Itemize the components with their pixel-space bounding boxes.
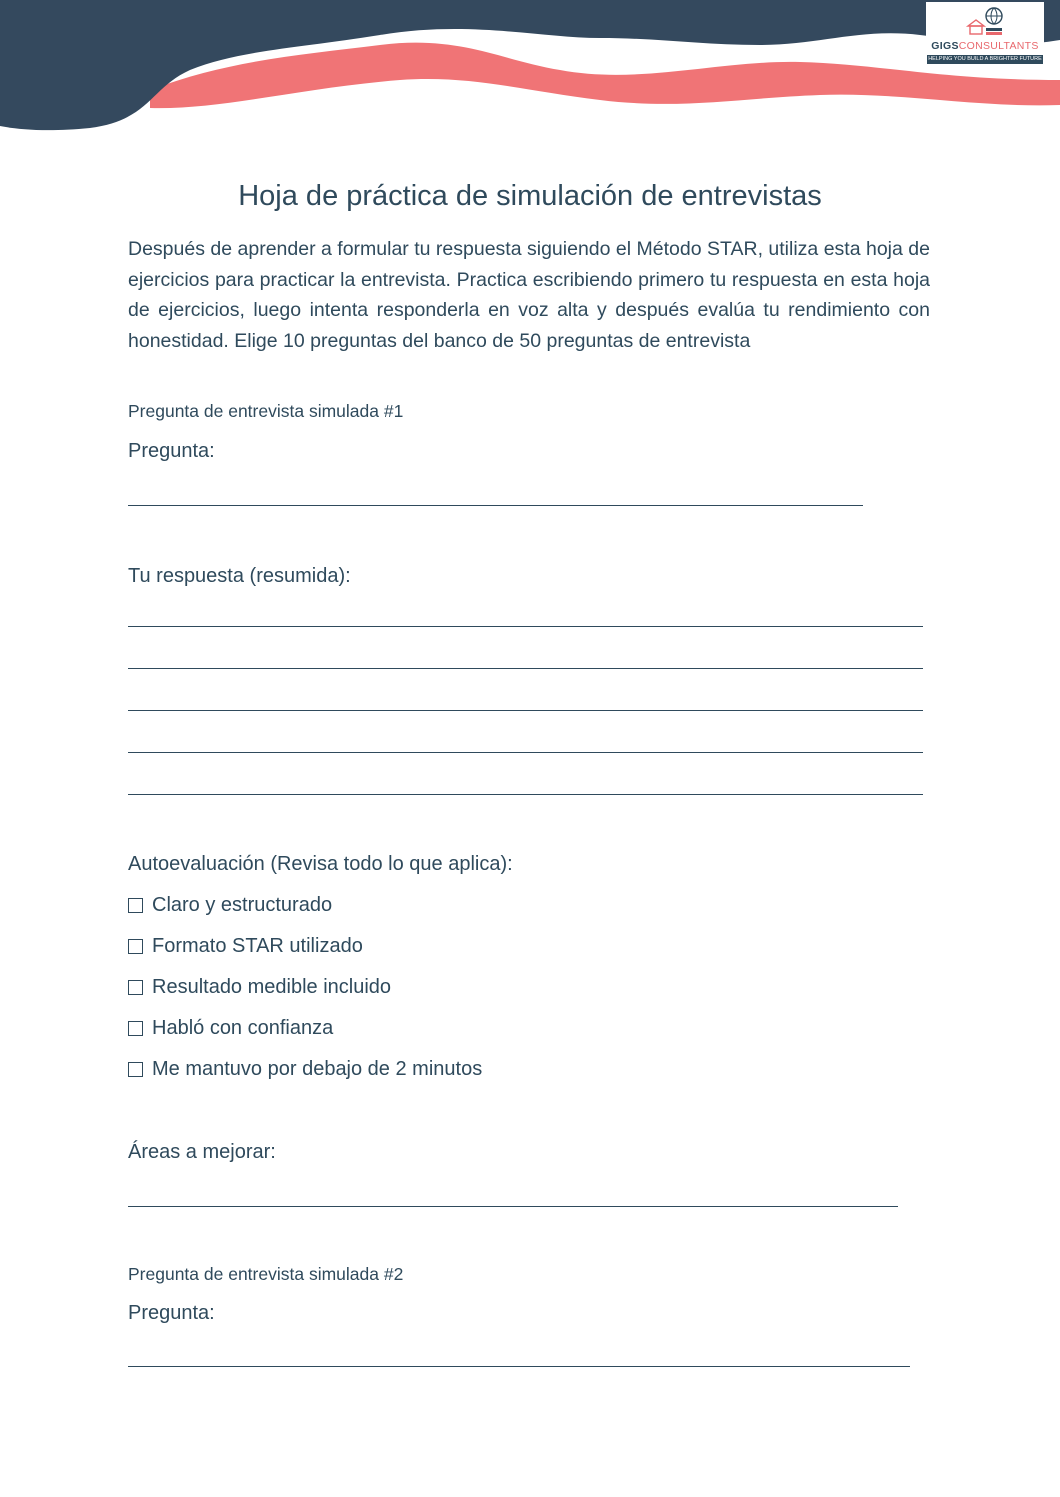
answer-1-line-5[interactable] — [128, 794, 923, 795]
answer-1-line-1[interactable] — [128, 626, 923, 627]
checklist-item-label: Formato STAR utilizado — [152, 935, 363, 957]
answer-1-line-3[interactable] — [128, 710, 923, 711]
logo-wordmark — [926, 40, 1044, 52]
answer-1-line-4[interactable] — [128, 752, 923, 753]
checklist-item[interactable] — [128, 935, 363, 958]
checklist-item[interactable] — [128, 894, 332, 917]
checklist-item-label: Resultado medible incluido — [152, 976, 392, 998]
company-logo — [926, 2, 1044, 64]
answer-1-label: Tu respuesta (resumida): — [128, 565, 351, 587]
question-2-label: Pregunta: — [128, 1302, 215, 1324]
intro-paragraph: Después de aprender a formular tu respuesta siguiendo el Método STAR, utiliza esta hoja de ejercicios para practicar la entrevista. Practica escribiendo primero tu respuesta en esta hoja de ejercicios, luego intenta responderla en voz alta y después evalúa tu rendimiento con honestidad. Elige 10 preguntas del banco de 50 preguntas de entrevista — [128, 238, 930, 353]
logo-name-part2: CONSULTANTS — [958, 40, 1039, 52]
checklist-item[interactable] — [128, 976, 391, 999]
checkbox[interactable] — [128, 1021, 143, 1036]
question-2-answer-line[interactable] — [128, 1366, 910, 1367]
improvement-areas-label: Áreas a mejorar: — [128, 1141, 276, 1163]
coral-wave — [150, 43, 1060, 108]
checklist-item[interactable] — [128, 1017, 333, 1040]
checklist-item-label: Habló con confianza — [152, 1017, 334, 1039]
self-evaluation-label: Autoevaluación (Revisa todo lo que aplica): — [128, 853, 513, 875]
answer-1-line-2[interactable] — [128, 668, 923, 669]
improvement-areas-line[interactable] — [128, 1206, 898, 1207]
logo-tagline: HELPING YOU BUILD A BRIGHTER FUTURE — [928, 56, 1042, 62]
logo-globe-icon — [964, 4, 1008, 38]
header-wave-decoration — [0, 0, 1060, 140]
logo-name-part1: GIGS — [931, 40, 959, 52]
checkbox[interactable] — [128, 898, 143, 913]
checklist-item[interactable] — [128, 1058, 482, 1081]
checkbox[interactable] — [128, 980, 143, 995]
question-1-answer-line[interactable] — [128, 505, 863, 506]
question-1-heading: Pregunta de entrevista simulada #1 — [128, 401, 404, 421]
checklist-item-label: Claro y estructurado — [152, 894, 333, 916]
checkbox[interactable] — [128, 1062, 143, 1077]
checklist-item-label: Me mantuvo por debajo de 2 minutos — [152, 1058, 483, 1080]
question-2-heading: Pregunta de entrevista simulada #2 — [128, 1264, 404, 1284]
checkbox[interactable] — [128, 939, 143, 954]
question-1-label: Pregunta: — [128, 440, 215, 462]
page-title: Hoja de práctica de simulación de entrevistas — [238, 180, 822, 212]
